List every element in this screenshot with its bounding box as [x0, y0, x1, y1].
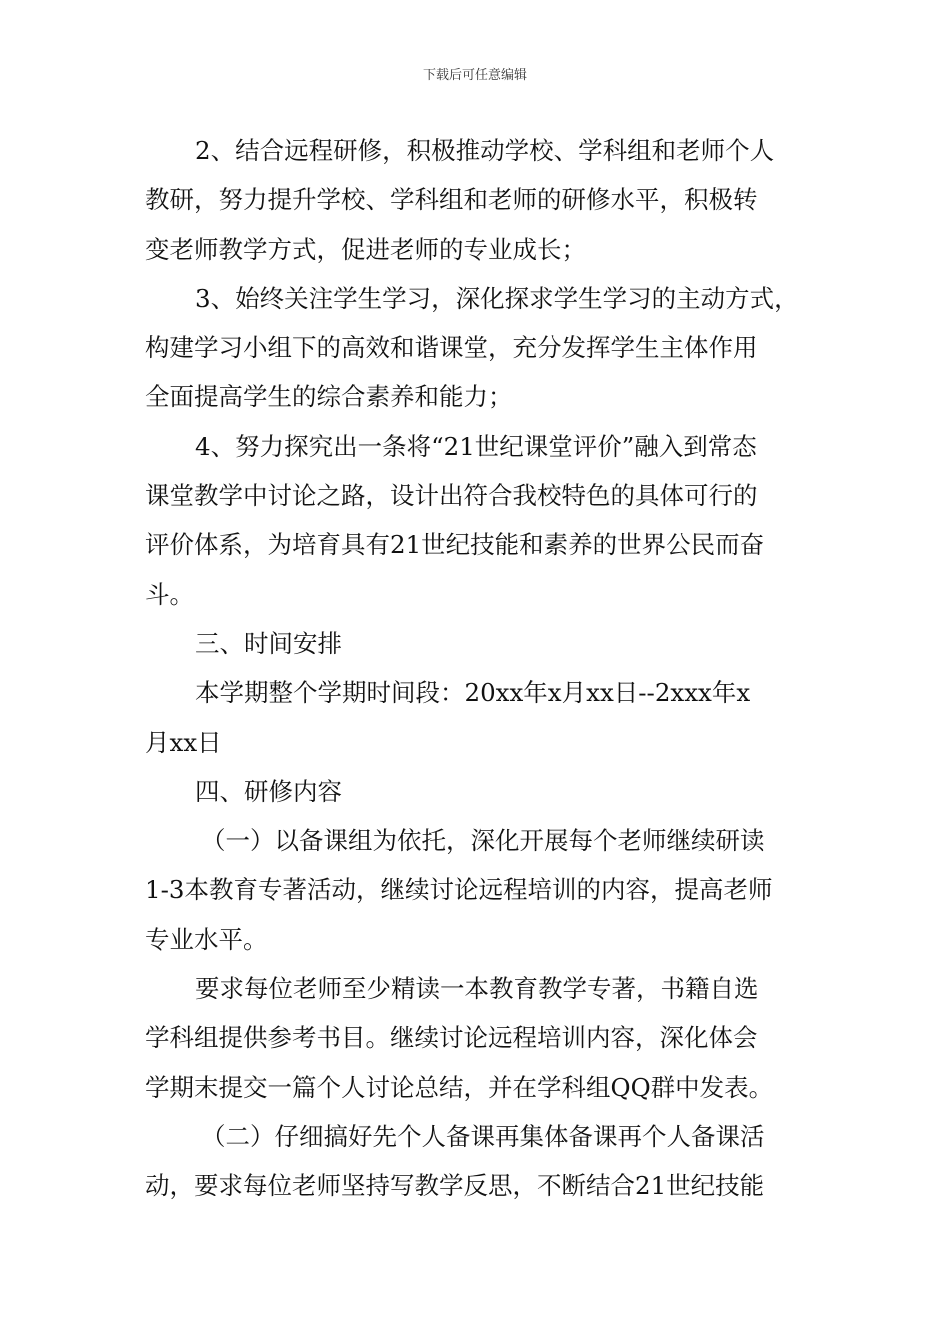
text-line: （二）仔细搞好先个人备课再集体备课再个人备课活 [201, 1121, 765, 1151]
document-body [145, 126, 813, 1211]
page-header-note: 下载后可任意编辑 [422, 68, 527, 83]
text-line: 三、时间安排 [195, 628, 342, 658]
text-line: 全面提高学生的综合素养和能力； [145, 382, 513, 412]
text-line: 教研，努力提升学校、学科组和老师的研修水平，积极转 [145, 185, 758, 215]
text-line: （一）以备课组为依托，深化开展每个老师继续研读 [201, 826, 765, 856]
text-line: 评价体系，为培育具有21世纪技能和素养的世界公民而奋 [145, 530, 765, 560]
text-line: 2、结合远程研修，积极推动学校、学科组和老师个人 [195, 136, 775, 165]
text-line: 动，要求每位老师坚持写教学反思，不断结合21世纪技能 [145, 1171, 765, 1201]
text-line: 1-3本教育专著活动，继续讨论远程培训的内容，提高老师 [145, 875, 773, 905]
text-line: 4、努力探究出一条将“21世纪课堂评价”融入到常态 [195, 431, 757, 461]
text-line: 要求每位老师至少精读一本教育教学专著，书籍自选 [195, 974, 759, 1004]
text-line: 学期末提交一篇个人讨论总结，并在学科组QQ群中发表。 [145, 1072, 774, 1102]
text-line: 课堂教学中讨论之路，设计出符合我校特色的具体可行的 [145, 481, 758, 511]
text-line: 3、始终关注学生学习，深化探求学生学习的主动方式， [195, 283, 799, 313]
text-line: 月xx日 [145, 727, 222, 757]
text-line: 四、研修内容 [195, 776, 342, 806]
text-line: 专业水平。 [145, 924, 268, 954]
text-line: 学科组提供参考书目。继续讨论远程培训内容，深化体会 [145, 1023, 758, 1053]
text-line: 本学期整个学期时间段：20xx年x月xx日--2xxx年x [195, 678, 751, 708]
text-line: 斗。 [145, 579, 194, 609]
text-line: 变老师教学方式，促进老师的专业成长； [145, 234, 586, 264]
text-line: 构建学习小组下的高效和谐课堂，充分发挥学生主体作用 [145, 333, 758, 363]
